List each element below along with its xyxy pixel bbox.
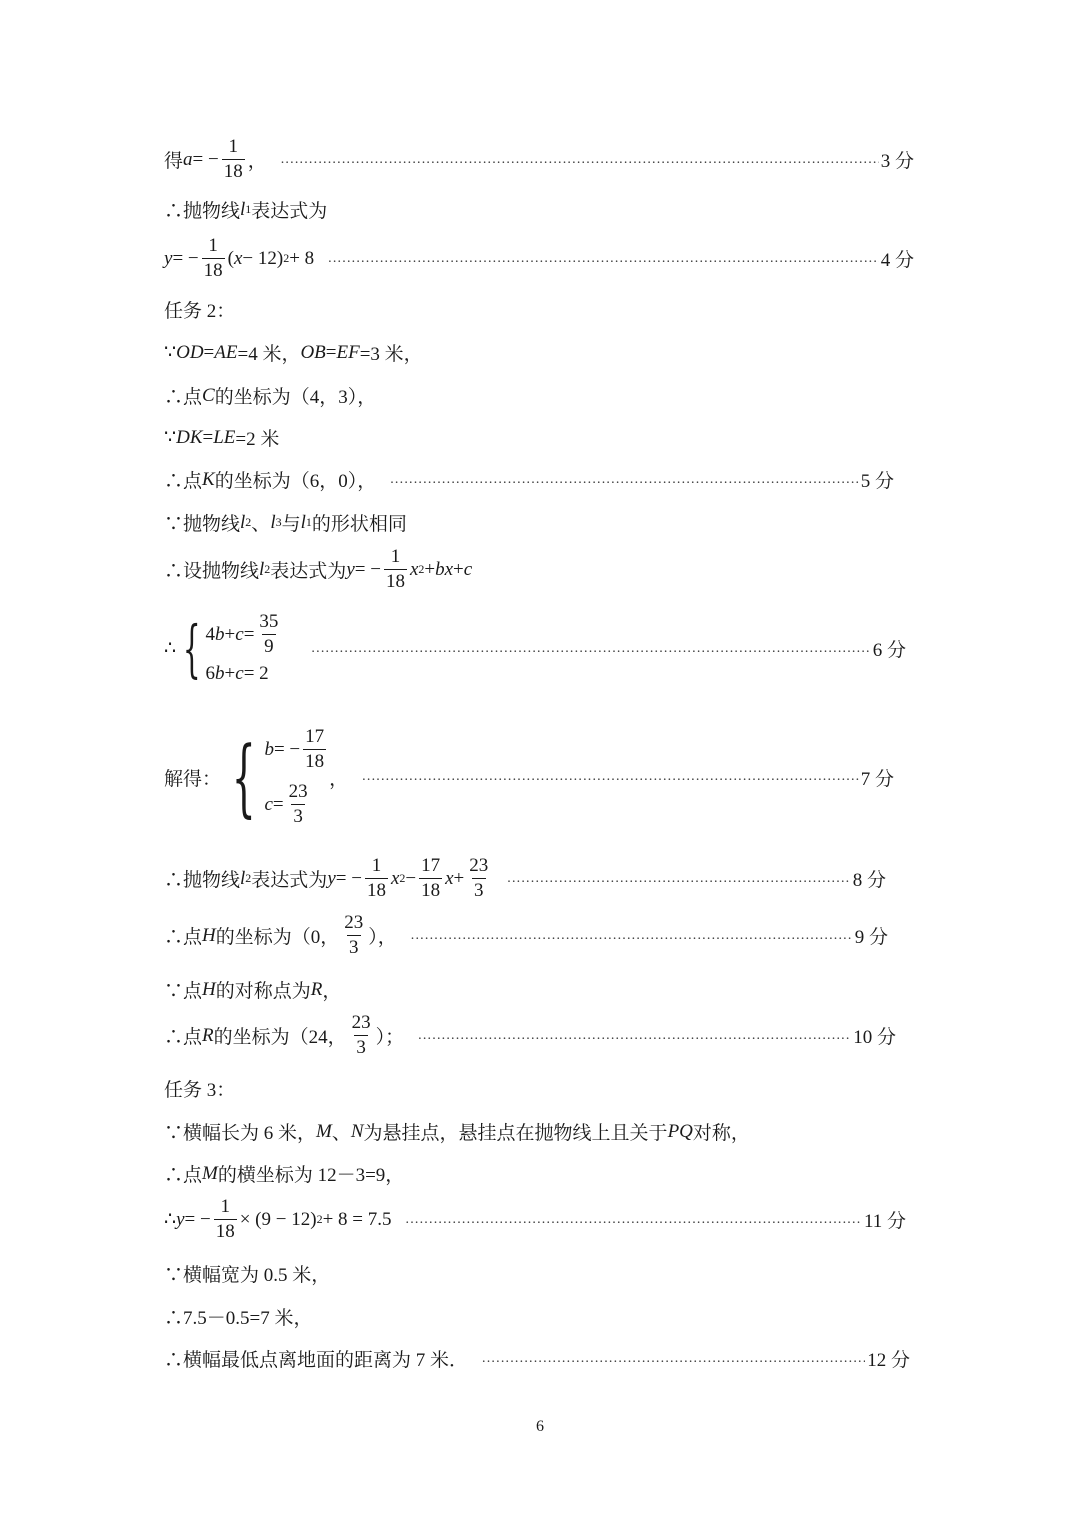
text: ∴7.5－0.5=7 米，: [164, 1308, 313, 1329]
numerator: 1: [228, 136, 238, 157]
text: + 8: [289, 247, 315, 269]
line-20: [164, 1197, 906, 1242]
fraction: [419, 856, 442, 901]
leader-dots: [362, 770, 859, 784]
text: 的坐标为（6，0），: [214, 471, 377, 492]
equation-system: [206, 612, 284, 685]
text: 、: [331, 1123, 351, 1144]
denominator: 18: [421, 880, 441, 901]
var: l: [270, 511, 276, 533]
score: 9 分: [854, 927, 888, 948]
text: =3 米，: [359, 344, 423, 365]
line-6: [164, 382, 376, 409]
numerator: 1: [208, 235, 218, 256]
leader-dots: [328, 252, 879, 266]
text: ∴点: [164, 471, 203, 492]
var: LE: [213, 426, 236, 448]
section-heading: 任务 3：: [164, 1080, 236, 1101]
var-a: a: [183, 148, 193, 170]
line-8: [164, 466, 894, 493]
text: =: [202, 426, 214, 448]
text: ∴点: [164, 1165, 203, 1186]
fraction: [202, 236, 225, 281]
score: 10 分: [853, 1027, 896, 1048]
text: ∵横幅长为 6 米，: [164, 1123, 317, 1144]
var: b: [215, 663, 225, 684]
superscript: 2: [316, 1212, 323, 1226]
equation-row-1: [206, 612, 284, 657]
score: 5 分: [860, 471, 894, 492]
line-5: [164, 339, 423, 366]
var: K: [202, 468, 215, 490]
text: ，: [247, 151, 267, 172]
fraction: [257, 612, 280, 657]
subscript: 1: [245, 202, 252, 216]
text: ∴点: [164, 387, 203, 408]
numerator: 1: [371, 855, 382, 876]
var: x: [390, 867, 400, 889]
superscript: 2: [418, 562, 425, 576]
fraction: [214, 1197, 237, 1242]
line-14: [164, 913, 888, 958]
var: y: [176, 1208, 185, 1230]
numerator: 17: [421, 855, 441, 876]
score: 4 分: [880, 250, 914, 271]
line-22: [164, 1303, 312, 1330]
fraction: [467, 856, 490, 901]
var: R: [310, 978, 323, 1000]
line-11: [164, 612, 906, 685]
text: ∴设抛物线: [164, 561, 260, 582]
text: ∵: [164, 342, 177, 363]
numerator: 17: [305, 726, 325, 747]
denominator: 3: [356, 1037, 366, 1058]
subscript: 2: [245, 515, 252, 529]
line-16: [164, 1013, 896, 1058]
text: ∴横幅最低点离地面的距离为 7 米．: [164, 1350, 469, 1371]
denominator: 18: [305, 751, 325, 772]
text: =: [243, 623, 255, 645]
denominator: 9: [264, 636, 274, 657]
numerator: 1: [220, 1196, 230, 1217]
denominator: 18: [215, 1221, 235, 1242]
line-19: [164, 1160, 404, 1187]
leader-dots: [281, 153, 879, 167]
text: ∵: [164, 427, 177, 448]
text: 与: [281, 514, 301, 535]
line-10: [164, 547, 472, 592]
numerator: 35: [259, 611, 279, 632]
text: − 12): [242, 247, 284, 269]
left-brace: {: [231, 728, 256, 826]
var: c: [463, 558, 473, 580]
var: y: [327, 867, 336, 889]
text: = −: [172, 247, 199, 269]
text: +: [453, 867, 465, 889]
subscript: 2: [264, 562, 271, 576]
superscript: 2: [399, 871, 406, 885]
solution-row-b: [264, 727, 329, 772]
text: =: [272, 793, 284, 815]
var: b: [215, 623, 225, 645]
superscript: 2: [283, 251, 290, 265]
line-18: [164, 1118, 750, 1145]
denominator: 3: [293, 806, 303, 827]
solution-system: [264, 727, 329, 827]
score: 3 分: [880, 151, 914, 172]
text: + 8 = 7.5: [322, 1208, 392, 1230]
line-13: [164, 856, 886, 901]
score: 8 分: [852, 870, 886, 891]
text: ∴抛物线: [164, 870, 241, 891]
text: =4 米，: [237, 344, 301, 365]
equation-row-2: [206, 663, 284, 685]
text: 得: [164, 151, 184, 172]
text: ∴抛物线: [164, 201, 241, 222]
text: × (9 − 12): [239, 1208, 317, 1230]
text: 的横坐标为 12－3=9，: [217, 1165, 405, 1186]
text: ∵抛物线: [164, 514, 241, 535]
numerator: 23: [288, 781, 308, 802]
solution-row-c: [264, 782, 329, 827]
numerator: 23: [469, 855, 489, 876]
subscript: 3: [275, 515, 282, 529]
text: 6: [205, 663, 216, 684]
line-2: [164, 196, 327, 223]
var: R: [202, 1024, 214, 1046]
text: 对称，: [692, 1123, 750, 1144]
subscript: 2: [245, 871, 252, 885]
line-15: [164, 976, 341, 1003]
text: = −: [273, 738, 301, 760]
text: 4: [205, 623, 216, 645]
text: ∴点: [164, 1027, 203, 1048]
subscript: 1: [305, 515, 312, 529]
var: l: [259, 558, 265, 580]
text: 的坐标为（24，: [213, 1027, 347, 1048]
text: 的形状相同: [311, 514, 407, 535]
var: x: [445, 867, 454, 889]
denominator: 18: [385, 571, 405, 592]
text: ）；: [375, 1027, 405, 1048]
text: 解得：: [164, 768, 222, 790]
var: C: [202, 384, 215, 406]
text: +: [224, 623, 236, 645]
var: EF: [336, 341, 360, 363]
leader-dots: [507, 872, 850, 886]
var: x: [409, 558, 419, 580]
text: = −: [184, 1208, 211, 1230]
var: l: [240, 511, 246, 533]
left-brace: {: [182, 611, 201, 685]
text: 表达式为: [270, 561, 347, 582]
line-9: [164, 509, 407, 536]
text: 的坐标为（4，3），: [214, 387, 377, 408]
leader-dots: [406, 1213, 862, 1227]
line-17: [164, 1075, 235, 1102]
text: ∵点: [164, 981, 203, 1002]
text: ∵横幅宽为 0.5 米，: [164, 1265, 331, 1286]
fraction: [384, 547, 407, 592]
denominator: 18: [366, 880, 386, 901]
score: 6 分: [872, 640, 906, 661]
var: y: [346, 558, 355, 580]
var: c: [235, 623, 244, 645]
var: H: [202, 924, 216, 946]
text: ，: [329, 768, 349, 790]
var: DK: [176, 426, 203, 448]
denominator: 3: [349, 937, 359, 958]
leader-dots: [482, 1352, 865, 1366]
var: M: [316, 1120, 332, 1142]
section-heading: 任务 2：: [164, 301, 236, 322]
fraction: [365, 856, 388, 901]
text: 为悬挂点，悬挂点在抛物线上且关于: [363, 1123, 668, 1144]
text: −: [405, 867, 417, 889]
var: OD: [176, 341, 204, 363]
text: = −: [335, 867, 362, 889]
line-7: [164, 424, 279, 451]
var: bx: [435, 558, 454, 580]
var: c: [235, 663, 244, 684]
line-1: [164, 137, 914, 182]
text: +: [224, 663, 236, 684]
var: H: [202, 978, 216, 1000]
line-23: [164, 1345, 910, 1372]
text: ），: [368, 927, 397, 948]
line-12: [164, 727, 894, 827]
text: +: [424, 558, 436, 580]
text: (: [227, 247, 234, 269]
fraction: [287, 782, 310, 827]
text: 、: [251, 514, 271, 535]
text: = −: [192, 148, 219, 170]
var: N: [350, 1120, 364, 1142]
numerator: 23: [351, 1012, 371, 1033]
page-number: 6: [536, 1418, 544, 1435]
numerator: 23: [344, 912, 364, 933]
var: M: [202, 1162, 218, 1184]
score: 12 分: [867, 1350, 910, 1371]
text: = 2: [243, 663, 269, 684]
text: +: [453, 558, 464, 580]
text: 的坐标为（0，: [215, 927, 340, 948]
fraction: [303, 727, 326, 772]
var-x: x: [233, 247, 243, 269]
text: ∴点: [164, 927, 203, 948]
text: =2 米: [235, 429, 280, 450]
fraction: [342, 913, 365, 958]
denominator: 18: [203, 260, 223, 281]
text: ∴: [164, 1209, 177, 1230]
leader-dots: [411, 929, 853, 943]
var-l: l: [240, 198, 246, 220]
fraction: [350, 1013, 373, 1058]
denominator: 18: [223, 161, 243, 182]
var: l: [240, 867, 246, 889]
fraction: [222, 137, 245, 182]
text: 的对称点为: [215, 981, 311, 1002]
text: =: [325, 341, 337, 363]
score: 11 分: [863, 1211, 906, 1232]
text: ，: [322, 981, 342, 1002]
leader-dots: [311, 642, 870, 656]
var: AE: [214, 341, 238, 363]
text: =: [203, 341, 215, 363]
leader-dots: [390, 473, 859, 487]
line-21: [164, 1260, 330, 1287]
denominator: 3: [474, 880, 484, 901]
text: = −: [354, 558, 381, 580]
leader-dots: [418, 1029, 851, 1043]
numerator: 1: [390, 546, 401, 567]
var: OB: [300, 341, 326, 363]
var: c: [264, 793, 273, 815]
text: 表达式为: [251, 870, 328, 891]
var: l: [300, 511, 306, 533]
text: 表达式为: [251, 201, 328, 222]
var-y: y: [164, 247, 173, 269]
var: b: [264, 738, 274, 760]
line-3: [164, 236, 914, 281]
var: PQ: [667, 1120, 693, 1142]
text: ∴: [164, 638, 177, 659]
line-4: [164, 296, 235, 323]
score: 7 分: [860, 768, 894, 790]
